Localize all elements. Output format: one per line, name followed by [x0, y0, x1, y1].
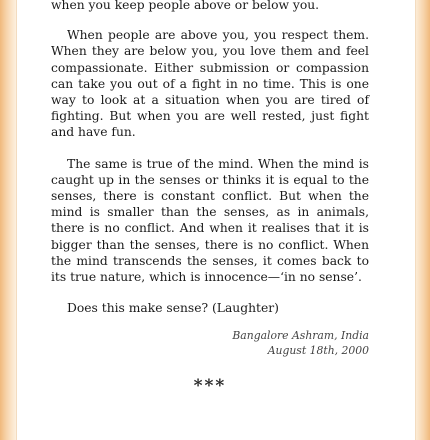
signature-place: Bangalore Ashram, India	[232, 329, 369, 343]
page-text	[51, 0, 369, 395]
section-separator: ***	[193, 376, 227, 397]
paragraph-continued: when you keep people above or below you.	[51, 0, 320, 12]
paragraph-mind-senses: The same is true of the mind. When the mind is caught up in the senses or thinks it is equal to the senses, there is constant conflict. But when the mind is smaller than the senses, as in animals, there is no conflict. And when it realises that it is bigger than the senses, there is no conflict. When the mind transcends the senses, it comes back to its true nature, which is innocence—‘in no sense’.	[51, 156, 369, 285]
paragraph-respect-compassion: When people are above you, you respect them. When they are below you, you love them and feel compassionate. Either submission or compassion can take you out of a fight in no time. This is one way to look at a situation when you are tired of fighting. But when you are well rested, just fight and have fun.	[51, 28, 369, 140]
paragraph-question: Does this make sense? (Laughter)	[67, 301, 279, 316]
signature-date: August 18th, 2000	[267, 343, 369, 357]
